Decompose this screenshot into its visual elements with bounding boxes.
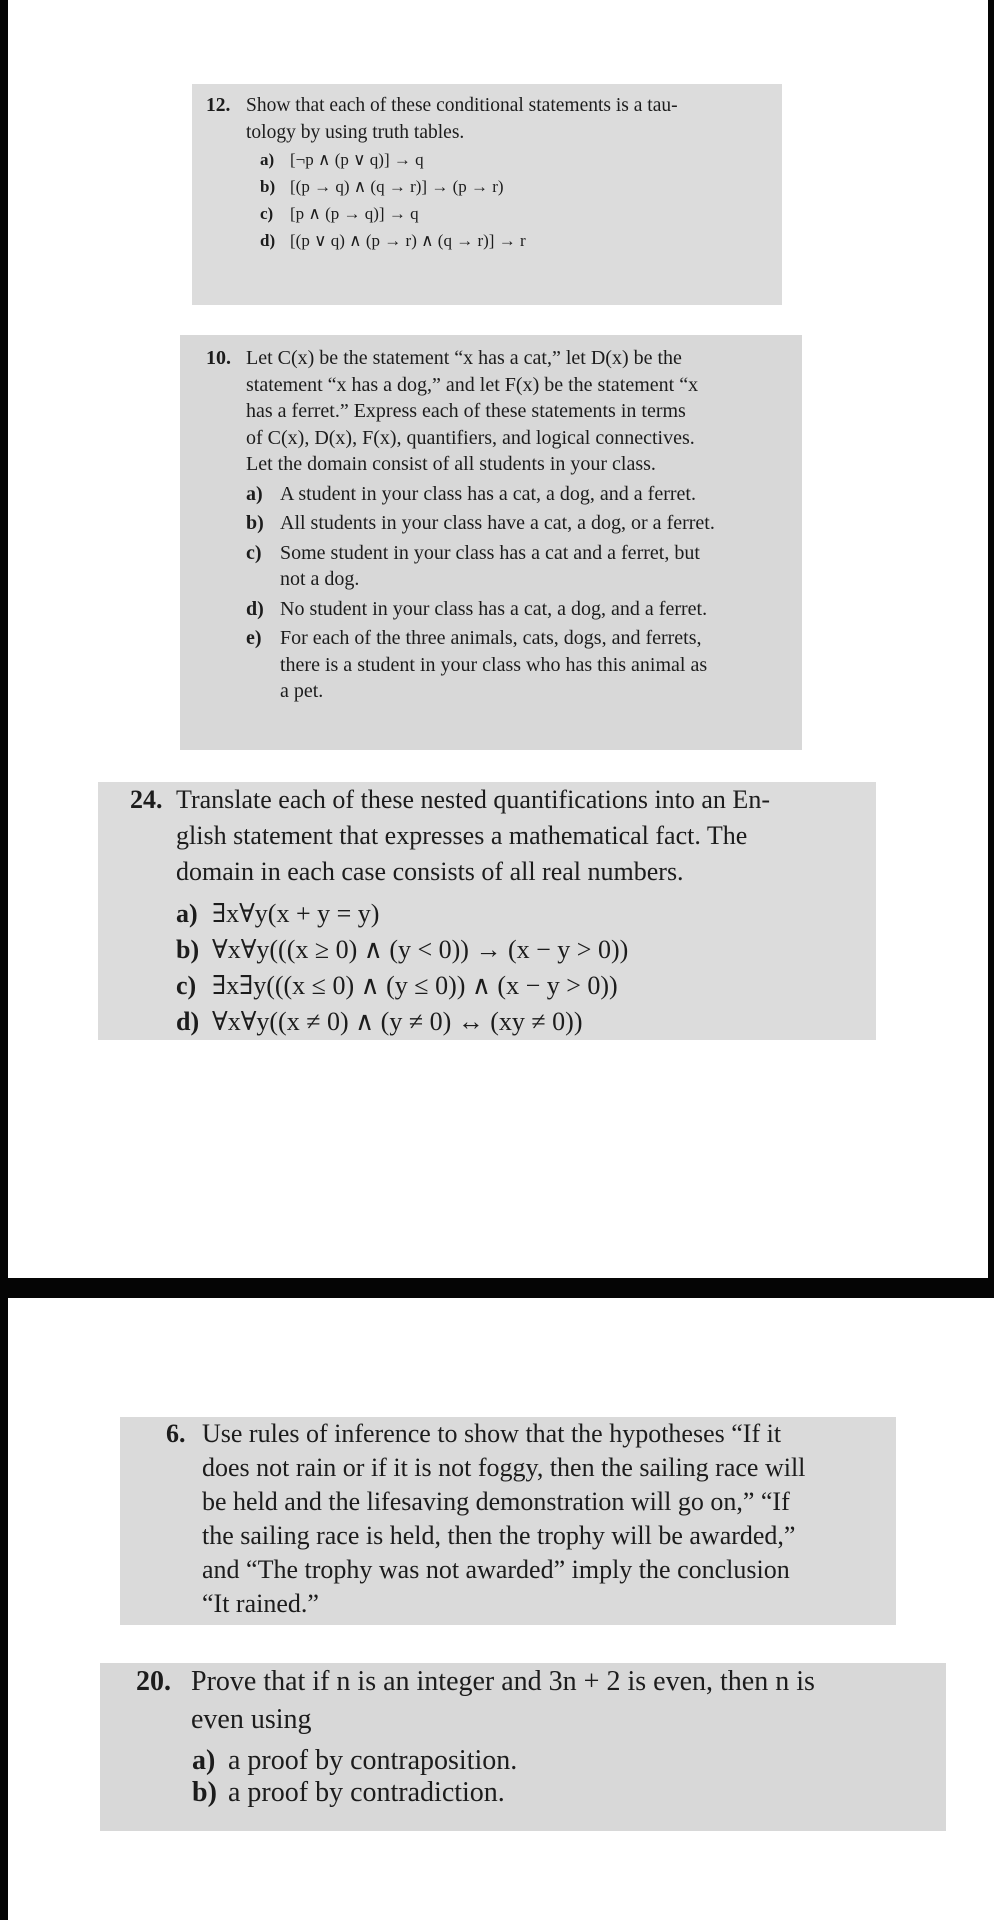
problem-text-line: domain in each case consists of all real numbers. — [176, 857, 684, 886]
right-edge-bar — [988, 0, 994, 1280]
problem-12-card — [192, 84, 782, 305]
problem-text-line: Translate each of these nested quantifications into an En- — [176, 785, 770, 814]
left-edge-bar — [0, 0, 8, 1920]
problem-part-a: a) a proof by contraposition. — [192, 1745, 518, 1776]
problem-text-line: the sailing race is held, then the trophy will be awarded,” — [202, 1521, 796, 1550]
problem-text-line: even using — [191, 1704, 312, 1735]
problem-part-c: c) [p ∧ (p → q)] → q — [260, 204, 419, 223]
problem-text-line: statement “x has a dog,” and let F(x) be the statement “x — [246, 373, 699, 396]
problem-text-line: does not rain or if it is not foggy, then the sailing race will — [202, 1453, 806, 1482]
problem-20-card — [100, 1663, 946, 1831]
problem-text-line: Prove that if n is an integer and 3n + 2 is even, then n is — [191, 1666, 815, 1697]
problem-10-card — [180, 335, 802, 750]
problem-part-b: b) [(p → q) ∧ (q → r)] → (p → r) — [260, 177, 504, 196]
problem-part-b: b) a proof by contradiction. — [192, 1777, 505, 1808]
problem-part-a: a) [¬p ∧ (p ∨ q)] → q — [260, 150, 424, 169]
problem-text-line: tology by using truth tables. — [246, 122, 465, 143]
problem-text-line: and “The trophy was not awarded” imply the conclusion — [202, 1555, 790, 1584]
problem-part-d: d) ∀x∀y((x ≠ 0) ∧ (y ≠ 0) ↔ (xy ≠ 0)) — [176, 1007, 583, 1036]
problem-part-a: a) ∃x∀y(x + y = y) — [176, 899, 380, 928]
problem-text-line: be held and the lifesaving demonstration will go on,” “If — [202, 1487, 790, 1516]
problem-text-line: Show that each of these conditional statements is a tau- — [246, 95, 678, 116]
problem-number: 20. — [136, 1666, 171, 1697]
problem-number: 10. — [206, 347, 231, 369]
problem-text-line: Let the domain consist of all students in your class. — [246, 453, 656, 475]
problem-text-line: of C(x), D(x), F(x), quantifiers, and logical connectives. — [246, 426, 695, 449]
problem-text-line: has a ferret.” Express each of these statements in terms — [246, 400, 686, 422]
page-divider — [0, 1278, 994, 1298]
problem-number: 12. — [206, 95, 231, 116]
problem-part-d: d) [(p ∨ q) ∧ (p → r) ∧ (q → r)] → r — [260, 231, 526, 250]
problem-text-line: glish statement that expresses a mathematical fact. The — [176, 821, 748, 850]
problem-number: 6. — [166, 1419, 186, 1448]
problem-part-e: e) For each of the three animals, cats, dogs, and ferrets, there is a student in your class who has this animal as a pet. — [246, 627, 708, 702]
problem-part-c: c) ∃x∃y(((x ≤ 0) ∧ (y ≤ 0)) ∧ (x − y > 0)) — [176, 971, 618, 1000]
problem-part-c: c) Some student in your class has a cat and a ferret, but not a dog. — [246, 541, 700, 590]
problem-part-b: b) All students in your class have a cat, a dog, or a ferret. — [246, 512, 715, 534]
problem-number: 24. — [130, 785, 163, 814]
problem-part-d: d) No student in your class has a cat, a dog, and a ferret. — [246, 597, 708, 620]
problem-24-card — [98, 782, 876, 1040]
problem-text-line: Let C(x) be the statement “x has a cat,” let D(x) be the — [246, 347, 682, 369]
problem-text-line: “It rained.” — [202, 1589, 319, 1618]
problem-6-card — [120, 1417, 896, 1625]
problem-part-b: b) ∀x∀y(((x ≥ 0) ∧ (y < 0)) → (x − y > 0)) — [176, 935, 629, 964]
problem-text-line: Use rules of inference to show that the hypotheses “If it — [202, 1419, 782, 1448]
problem-part-a: a) A student in your class has a cat, a dog, and a ferret. — [246, 482, 696, 505]
